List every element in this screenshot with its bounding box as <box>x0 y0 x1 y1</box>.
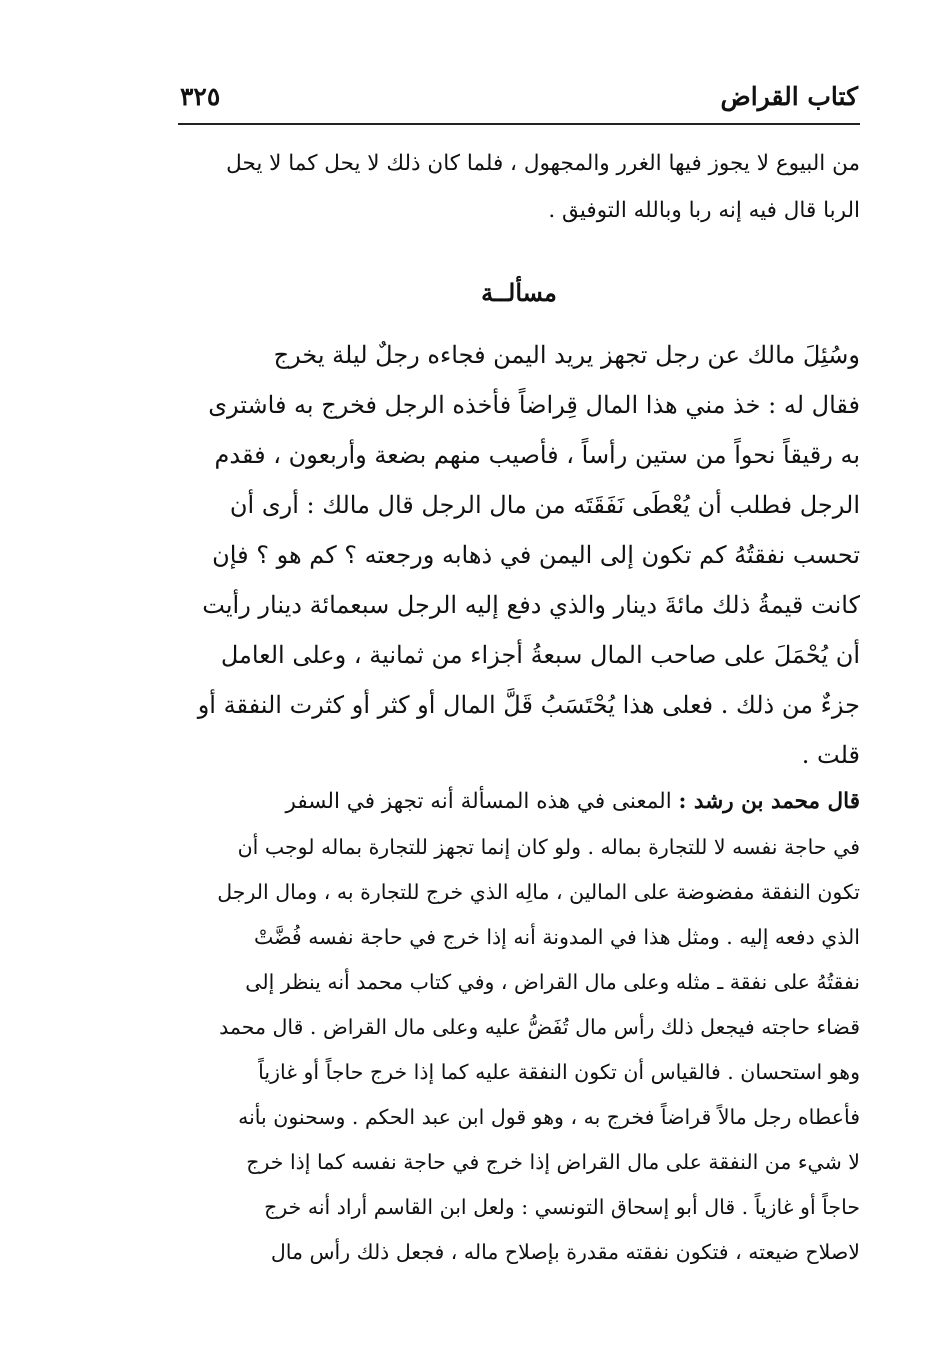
text-line: به رقيقاً نحواً من ستين رأساً ، فأصيب منهم بضعة وأربعون ، فقدم <box>214 441 860 469</box>
text-line: وسُئِلَ مالك عن رجل تجهز يريد اليمن فجاءه رجلٌ ليلة يخرج <box>273 341 860 369</box>
text-line: حاجاً أو غازياً . قال أبو إسحاق التونسي : ولعل ابن القاسم أراد أنه خرج <box>264 1195 860 1219</box>
commentary-lead: قال محمد بن رشد : <box>678 789 860 814</box>
text-line: من البيوع لا يجوز فيها الغرر والمجهول ، فلما كان ذلك لا يحل كما لا يحل <box>226 151 860 176</box>
text-line: فأعطاه رجل مالاً قراضاً فخرج به ، وهو قول ابن عبد الحكم . وسحنون بأنه <box>238 1105 860 1129</box>
text-line: تحسب نفقتُهُ كم تكون إلى اليمن في ذهابه ورجعته ؟ كم هو ؟ فإن <box>212 541 860 569</box>
text-line: الذي دفعه إليه . ومثل هذا في المدونة أنه إذا خرج في حاجة نفسه فُضَّتْ <box>254 925 860 949</box>
commentary-paragraph <box>178 778 860 1275</box>
text-line: لا شيء من النفقة على مال القراض إذا خرج في حاجة نفسه كما إذا خرج <box>246 1150 860 1174</box>
text-line: في حاجة نفسه لا للتجارة بماله . ولو كان إنما تجهز للتجارة بماله لوجب أن <box>237 835 860 859</box>
text-line: الرجل فطلب أن يُعْطَى نَفَقَتَه من مال الرجل قال مالك : أرى أن <box>229 491 860 519</box>
text-line: تكون النفقة مفضوضة على المالين ، مالِه الذي خرج للتجارة به ، ومال الرجل <box>217 880 860 904</box>
header-divider <box>178 123 860 125</box>
text-line: الربا قال فيه إنه ربا وبالله التوفيق . <box>548 198 860 223</box>
running-title: كتاب القراض <box>720 82 858 111</box>
text-line: جزءٌ من ذلك . فعلى هذا يُحْتَسَبُ قَلَّ المال أو كثر أو كثرت النفقة أو <box>197 691 860 719</box>
text-line: كانت قيمةُ ذلك مائةَ دينار والذي دفع إليه الرجل سبعمائة دينار رأيت <box>202 591 860 619</box>
text-line: أن يُحْمَلَ على صاحب المال سبعةُ أجزاء من ثمانية ، وعلى العامل <box>220 641 860 669</box>
page-number: ٣٢٥ <box>180 82 221 111</box>
page-header <box>178 80 858 120</box>
text-line: قلت . <box>801 741 860 769</box>
question-paragraph <box>178 330 860 780</box>
commentary-first-line: المعنى في هذه المسألة أنه تجهز في السفر <box>285 789 679 814</box>
text-line: فقال له : خذ مني هذا المال قِراضاً فأخذه الرجل فخرج به فاشترى <box>208 391 860 419</box>
text-line: نفقتُهُ على نفقة ـ مثله وعلى مال القراض ، وفي كتاب محمد أنه ينظر إلى <box>245 970 860 994</box>
text-line <box>178 778 860 825</box>
text-line: وهو استحسان . فالقياس أن تكون النفقة عليه كما إذا خرج حاجاً أو غازياً <box>258 1060 860 1084</box>
text-line: لاصلاح ضيعته ، فتكون نفقته مقدرة بإصلاح ماله ، فجعل ذلك رأس مال <box>270 1240 860 1264</box>
section-heading: مسألــة <box>481 278 557 307</box>
intro-paragraph <box>178 140 860 234</box>
text-line: قضاء حاجته فيجعل ذلك رأس مال تُفَضُّ عليه وعلى مال القراض . قال محمد <box>219 1015 860 1039</box>
